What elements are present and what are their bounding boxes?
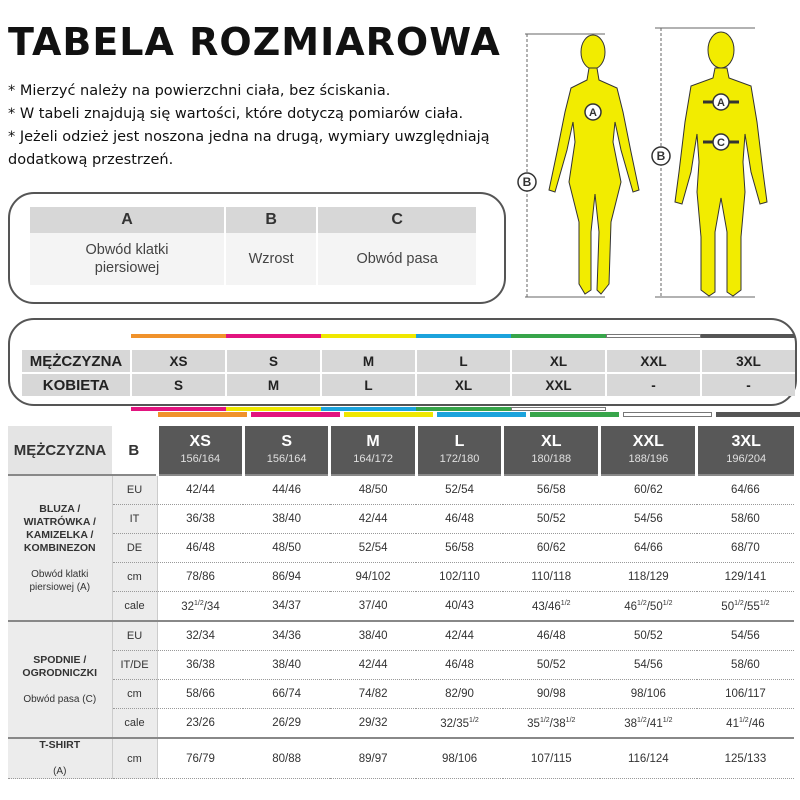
value-cell: 82/90 [416,680,502,709]
size-header: 3XL 196/204 [697,426,794,475]
mapping-woman-label: KOBIETA [22,373,131,396]
value-cell: 52/54 [416,475,502,505]
category-cell: SPODNIE / OGRODNICZKI Obwód pasa (C) [8,621,112,738]
value-cell: 46/48 [416,651,502,680]
map-man-xxl: XXL [606,350,701,373]
value-cell: 32/34 [157,621,243,651]
value-cell: 110/118 [503,563,600,592]
female-figure [549,35,639,294]
size-mapping-table [22,328,795,418]
body-figures-illustration [505,22,795,307]
value-cell: 98/106 [416,738,502,779]
category-cell: T-SHIRT (A) [8,738,112,779]
table-row [8,475,794,505]
map-woman-xs: S [131,373,226,396]
note-2: * W tabeli znajdują się wartości, które dotyczą pomiarów ciała. [8,106,464,122]
value-cell: 40/43 [416,592,502,622]
main-color-bars [158,412,800,420]
male-mark-b: B [656,149,666,163]
value-cell: 58/66 [157,680,243,709]
value-cell: 107/115 [503,738,600,779]
map-woman-xl: XXL [511,373,606,396]
unit-cell: cm [112,680,157,709]
value-cell: 64/66 [600,534,697,563]
unit-cell: cale [112,592,157,622]
male-figure [675,32,767,296]
table-row [8,680,794,709]
map-man-3xl: 3XL [701,350,795,373]
map-man-l: L [416,350,511,373]
value-cell: 44/46 [243,475,329,505]
value-cell: $38^{1/2}/41^{1/2}$ [600,709,697,739]
color-bar-s [226,334,321,338]
note-3: * Jeżeli odzież jest noszona jedna na drugą, wymiary uwzględniają dodatkową przestrzeń. [8,129,490,168]
map-man-xl: XL [511,350,606,373]
value-cell: 38/40 [243,651,329,680]
value-cell: 29/32 [330,709,416,739]
male-mark-c: C [717,137,725,149]
size-table [8,426,794,779]
value-cell: 46/48 [416,505,502,534]
legend-label-b: Wzrost [225,233,317,285]
value-cell: 26/29 [243,709,329,739]
legend-header-a: A [30,207,225,233]
value-cell: 80/88 [243,738,329,779]
map-woman-l: XL [416,373,511,396]
value-cell: 38/40 [330,621,416,651]
size-header: M 164/172 [330,426,416,475]
value-cell: 42/44 [330,651,416,680]
unit-cell: IT/DE [112,651,157,680]
table-row [8,738,794,779]
value-cell: 56/58 [416,534,502,563]
notes [8,80,508,172]
map-woman-3xl: - [701,373,795,396]
size-header: XL 180/188 [503,426,600,475]
color-bar-xxl [606,334,701,338]
map-man-xs: XS [131,350,226,373]
map-woman-xxl: - [606,373,701,396]
unit-cell: EU [112,475,157,505]
value-cell: $32/35^{1/2}$ [416,709,502,739]
map-man-s: S [226,350,321,373]
value-cell: 36/38 [157,651,243,680]
value-cell: 34/36 [243,621,329,651]
value-cell: 42/44 [416,621,502,651]
value-cell: 76/79 [157,738,243,779]
value-cell: 60/62 [503,534,600,563]
table-row [8,621,794,651]
table-row [8,534,794,563]
mapping-man-label: MĘŻCZYZNA [22,350,131,373]
value-cell: $35^{1/2}/38^{1/2}$ [503,709,600,739]
value-cell: 90/98 [503,680,600,709]
value-cell: 102/110 [416,563,502,592]
value-cell: 125/133 [697,738,794,779]
value-cell: 23/26 [157,709,243,739]
legend-label-c: Obwód pasa [317,233,476,285]
legend-header-c: C [317,207,476,233]
color-bar-xs [131,334,226,338]
color-bar-3xl [701,334,795,338]
table-row [8,592,794,622]
unit-cell: DE [112,534,157,563]
value-cell: 78/86 [157,563,243,592]
page-title: TABELA ROZMIAROWA [8,20,501,64]
value-cell: 50/52 [600,621,697,651]
map-woman-m: L [321,373,416,396]
value-cell: $32^{1/2}/34$ [157,592,243,622]
table-row [8,505,794,534]
value-cell: 89/97 [330,738,416,779]
size-header: L 172/180 [416,426,502,475]
map-man-m: M [321,350,416,373]
male-mark-a: A [717,97,725,109]
category-cell: BLUZA / WIATRÓWKA / KAMIZELKA / KOMBINEZON Obwód klatki piersiowej (A) [8,475,112,621]
legend-table [30,207,476,285]
value-cell: 58/60 [697,505,794,534]
value-cell: 116/124 [600,738,697,779]
unit-cell: IT [112,505,157,534]
legend-header-b: B [225,207,317,233]
value-cell: 46/48 [503,621,600,651]
value-cell: 56/58 [503,475,600,505]
value-cell: 129/141 [697,563,794,592]
value-cell: 42/44 [330,505,416,534]
value-cell: 36/38 [157,505,243,534]
value-cell: $43/46^{1/2}$ [503,592,600,622]
value-cell: 64/66 [697,475,794,505]
note-1: * Mierzyć należy na powierzchni ciała, bez ściskania. [8,83,391,99]
size-header: S 156/164 [243,426,329,475]
value-cell: 42/44 [157,475,243,505]
value-cell: 48/50 [330,475,416,505]
value-cell: 54/56 [600,505,697,534]
value-cell: 86/94 [243,563,329,592]
legend-label-a: Obwód klatki piersiowej [30,233,225,285]
value-cell: 52/54 [330,534,416,563]
value-cell: 50/52 [503,505,600,534]
value-cell: $46^{1/2}/50^{1/2}$ [600,592,697,622]
unit-cell: cale [112,709,157,739]
value-cell: 106/117 [697,680,794,709]
female-mark-b: B [522,175,532,189]
female-mark-a: A [589,107,597,119]
table-row [8,651,794,680]
value-cell: 37/40 [330,592,416,622]
value-cell: 58/60 [697,651,794,680]
size-header: XXL 188/196 [600,426,697,475]
table-row [8,563,794,592]
value-cell: 50/52 [503,651,600,680]
value-cell: 38/40 [243,505,329,534]
value-cell: 54/56 [600,651,697,680]
unit-cell: cm [112,563,157,592]
value-cell: 48/50 [243,534,329,563]
color-bar-m [321,334,416,338]
color-bar-xl [511,334,606,338]
main-b-label: B [112,426,157,475]
value-cell: 66/74 [243,680,329,709]
size-header: XS 156/164 [157,426,243,475]
value-cell: 46/48 [157,534,243,563]
value-cell: 94/102 [330,563,416,592]
main-corner-label: MĘŻCZYZNA [8,426,112,475]
value-cell: $50^{1/2}/55^{1/2}$ [697,592,794,622]
value-cell: 118/129 [600,563,697,592]
value-cell: 74/82 [330,680,416,709]
unit-cell: EU [112,621,157,651]
table-row [8,709,794,739]
value-cell: 98/106 [600,680,697,709]
unit-cell: cm [112,738,157,779]
value-cell: 54/56 [697,621,794,651]
map-woman-s: M [226,373,321,396]
value-cell: 68/70 [697,534,794,563]
value-cell: 60/62 [600,475,697,505]
color-bar-l [416,334,511,338]
value-cell: 34/37 [243,592,329,622]
value-cell: $41^{1/2}/46$ [697,709,794,739]
